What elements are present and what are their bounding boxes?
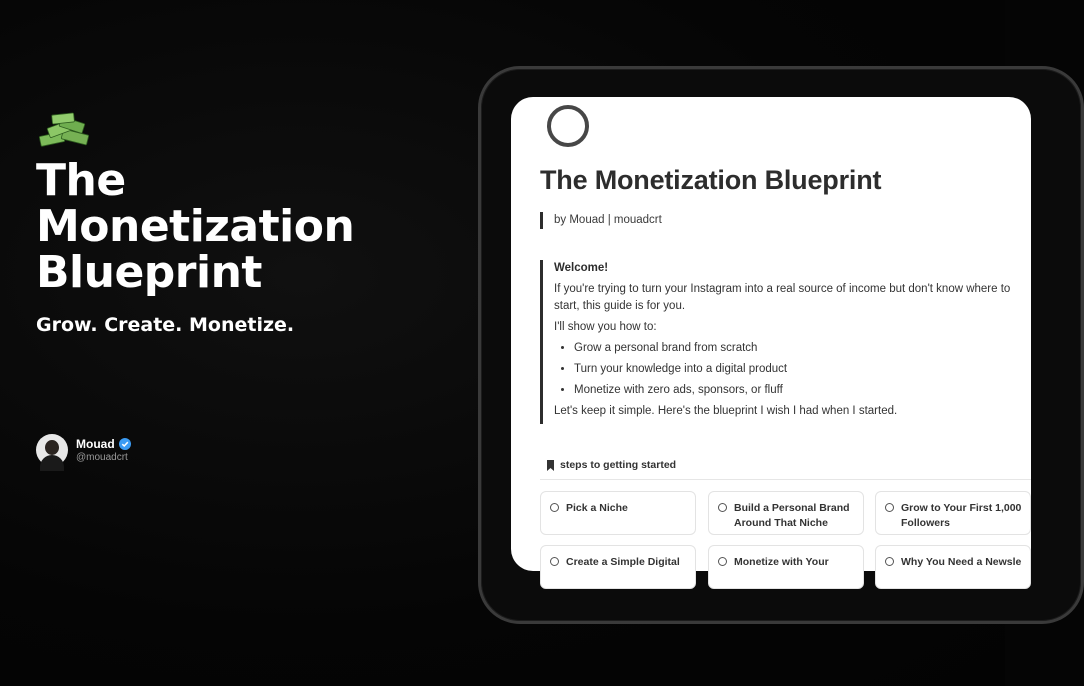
hero-title-line: Blueprint bbox=[36, 247, 262, 298]
hero-section bbox=[36, 112, 356, 336]
step-label: Build a Personal Brand Around That Niche bbox=[734, 502, 850, 529]
step-card-personal-brand[interactable] bbox=[708, 491, 864, 535]
step-card-newsletter[interactable] bbox=[875, 545, 1031, 589]
step-card-digital-product[interactable] bbox=[540, 545, 696, 589]
closing-text: Let's keep it simple. Here's the blueprint I wish I had when I started. bbox=[554, 405, 898, 417]
avatar[interactable] bbox=[36, 434, 68, 466]
page-icon bbox=[547, 105, 589, 147]
bullet-list bbox=[554, 340, 1024, 399]
steps-header-label: steps to getting started bbox=[560, 459, 677, 471]
divider bbox=[540, 479, 1031, 480]
list-item: • Monetize with zero ads, sponsors, or fluff bbox=[574, 382, 1024, 399]
bookmark-icon bbox=[546, 460, 555, 471]
checkbox-circle-icon[interactable] bbox=[550, 503, 559, 512]
hero-title-line: The bbox=[36, 155, 126, 206]
step-card-pick-a-niche[interactable] bbox=[540, 491, 696, 535]
list-item: • Grow a personal brand from scratch bbox=[574, 340, 1024, 357]
welcome-heading: Welcome! bbox=[554, 262, 609, 274]
byline: by Mouad | mouadcrt bbox=[540, 212, 662, 229]
page-title: The Monetization Blueprint bbox=[540, 165, 882, 195]
document-screen bbox=[511, 97, 1031, 571]
author-name-row bbox=[76, 437, 131, 451]
verified-badge-icon bbox=[119, 438, 131, 450]
author-name: Mouad bbox=[76, 437, 115, 451]
step-label: Create a Simple Digital bbox=[566, 556, 680, 568]
checkbox-circle-icon[interactable] bbox=[718, 557, 727, 566]
checkbox-circle-icon[interactable] bbox=[550, 557, 559, 566]
list-item: • Turn your knowledge into a digital product bbox=[574, 361, 1024, 378]
step-label: Pick a Niche bbox=[566, 502, 628, 514]
author-card[interactable] bbox=[36, 434, 131, 466]
hero-title-line: Monetization bbox=[36, 201, 355, 252]
checkbox-circle-icon[interactable] bbox=[718, 503, 727, 512]
checkbox-circle-icon[interactable] bbox=[885, 557, 894, 566]
checkbox-circle-icon[interactable] bbox=[885, 503, 894, 512]
lead-text: I'll show you how to: bbox=[554, 321, 657, 333]
intro-text: If you're trying to turn your Instagram into a real source of income but don't know where to start, this guide is for you. bbox=[554, 283, 1011, 312]
step-label: Why You Need a Newsle bbox=[901, 556, 1022, 568]
money-stack-icon bbox=[36, 112, 92, 150]
step-card-first-1000[interactable] bbox=[875, 491, 1031, 535]
hero-subtitle: Grow. Create. Monetize. bbox=[36, 314, 295, 336]
step-label: Monetize with Your bbox=[734, 556, 829, 568]
welcome-callout bbox=[540, 260, 1024, 424]
steps-header bbox=[546, 459, 676, 471]
author-handle: @mouadcrt bbox=[76, 452, 128, 463]
step-card-monetize[interactable] bbox=[708, 545, 864, 589]
step-label: Grow to Your First 1,000 Followers bbox=[901, 502, 1022, 529]
hero-title bbox=[36, 155, 356, 298]
